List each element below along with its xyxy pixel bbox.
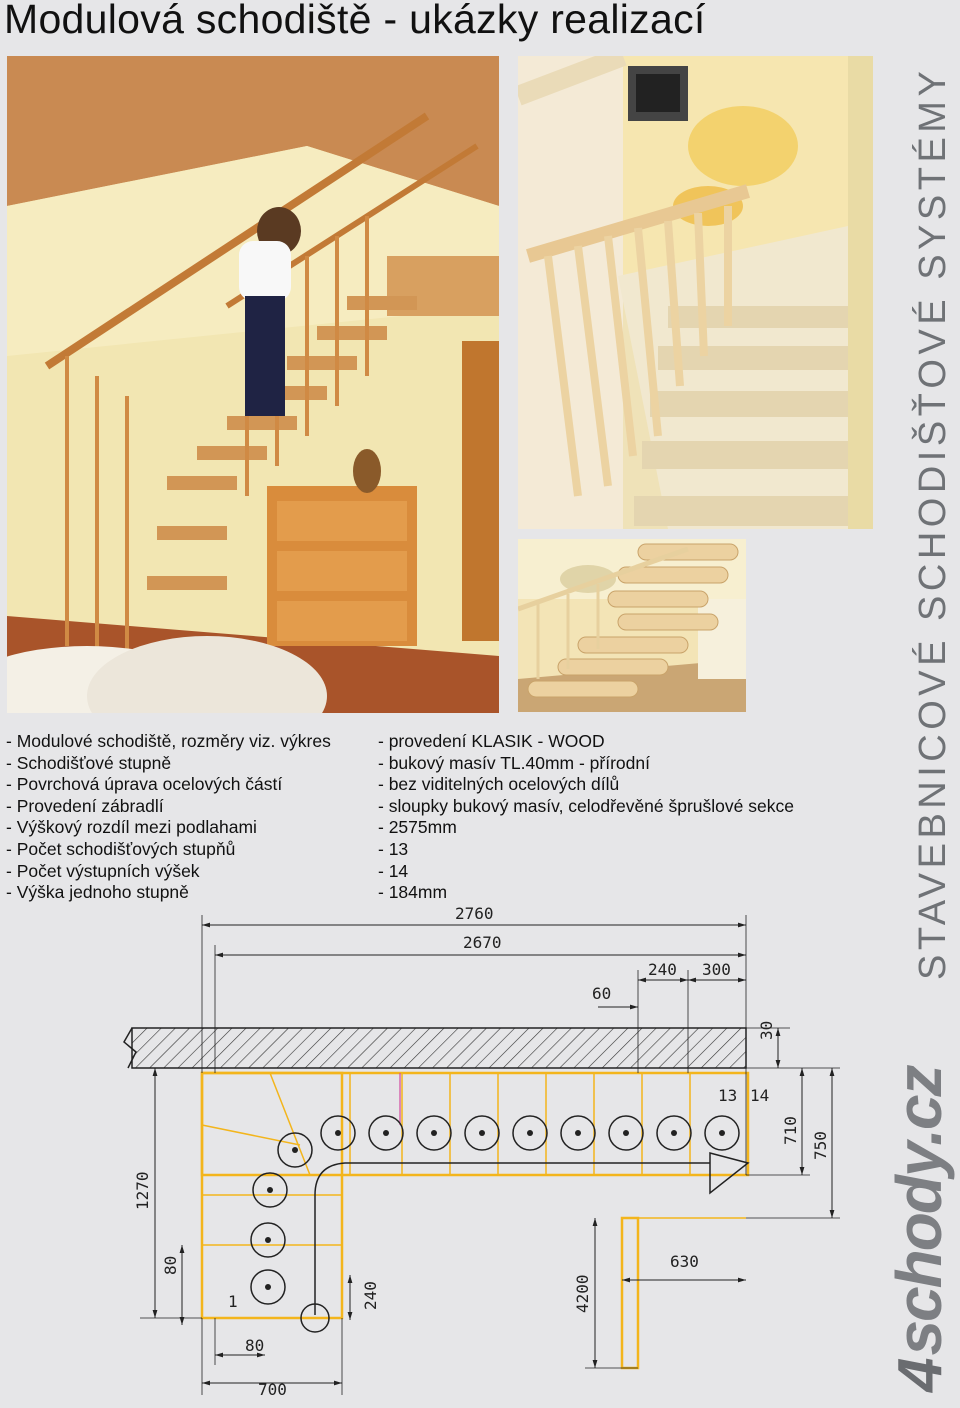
dim-label: 240: [361, 1281, 380, 1310]
spec-label: - Povrchová úprava ocelových částí: [6, 774, 283, 795]
logo-text: schody.cz: [883, 1066, 955, 1356]
spec-label: - Modulové schodiště, rozměry viz. výkres: [6, 731, 331, 751]
dim-label: 2760: [455, 904, 494, 923]
side-brand-text: STAVEBNICOVÉ SCHODIŠŤOVÉ SYSTÉMY: [912, 66, 954, 980]
spec-label: - Výška jednoho stupně: [6, 882, 189, 903]
spec-value: - bez viditelných ocelových dílů: [378, 774, 620, 795]
dim-label: 80: [161, 1255, 180, 1275]
technical-drawing: [110, 895, 840, 1400]
brand-logo[interactable]: [882, 1066, 956, 1392]
spec-row: [6, 861, 906, 883]
logo-mark: 4: [886, 1359, 955, 1392]
spec-label: - Výškový rozdíl mezi podlahami: [6, 817, 257, 838]
dim-label: 240: [648, 960, 677, 979]
spec-value: - provedení KLASIK - WOOD: [378, 731, 605, 751]
dim-label: 710: [781, 1116, 800, 1145]
spec-value: - bukový masív TL.40mm - přírodní: [378, 752, 650, 773]
spec-list: [6, 731, 906, 904]
dim-label: 13: [718, 1086, 738, 1105]
spec-label: - Počet schodišťových stupňů: [6, 838, 236, 859]
spec-label: - Počet výstupních výšek: [6, 860, 200, 881]
photo-staircase-top-view: [518, 56, 873, 529]
dim-label: 80: [245, 1336, 265, 1355]
dim-label: 1270: [133, 1171, 152, 1210]
spec-value: - 13: [378, 838, 409, 859]
dim-label: 1: [228, 1292, 238, 1311]
page-title: Modulová schodiště - ukázky realizací: [4, 0, 706, 42]
dim-label: 60: [592, 984, 612, 1003]
spec-value: - 184mm: [378, 882, 448, 903]
dim-label: 300: [702, 960, 731, 979]
ceiling-slab: [132, 1028, 746, 1068]
dim-label: 630: [670, 1252, 699, 1271]
dim-label: 700: [258, 1380, 287, 1399]
spec-value: - 14: [378, 860, 409, 881]
spec-label: - Provedení zábradlí: [6, 795, 164, 816]
spec-row: [6, 753, 906, 775]
dim-label: 30: [757, 1020, 776, 1040]
dim-label: 14: [750, 1086, 770, 1105]
spec-row: [6, 817, 906, 839]
spec-row: [6, 774, 906, 796]
dim-label: 4200: [573, 1274, 592, 1313]
spec-row: [6, 731, 906, 753]
spec-row: [6, 796, 906, 818]
photo-staircase-modules: [518, 539, 746, 712]
photo-staircase-with-woman: [7, 56, 499, 713]
dim-label: 2670: [463, 933, 502, 952]
spec-value: - 2575mm: [378, 817, 457, 838]
spec-value: - sloupky bukový masív, celodřevěné šprušlové sekce: [378, 795, 794, 816]
dim-label: 750: [811, 1131, 830, 1160]
spec-label: - Schodišťové stupně: [6, 752, 172, 773]
spec-row: [6, 839, 906, 861]
